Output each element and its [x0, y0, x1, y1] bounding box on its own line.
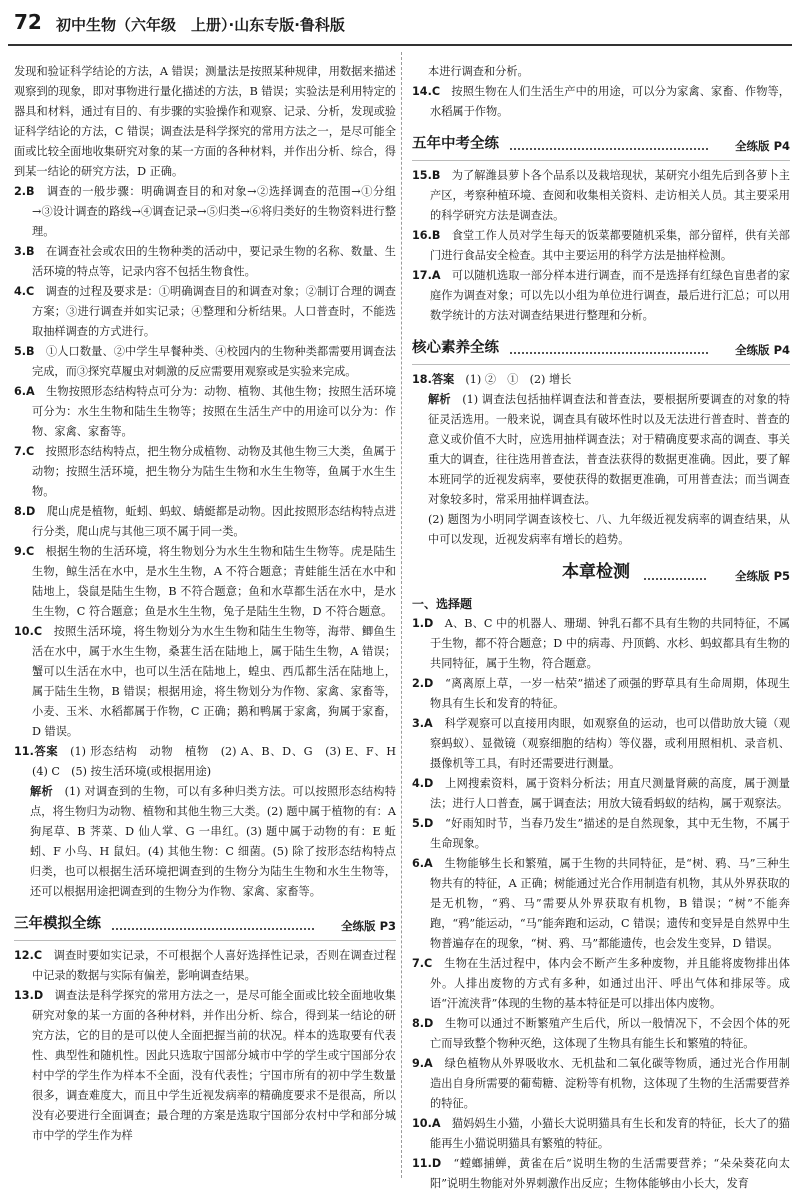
answer-number: 13.D	[14, 989, 44, 1002]
dotted-leader	[510, 148, 708, 150]
answer-text: 爬山虎是植物，蚯蚓、蚂蚁、蜻蜓都是动物。因此按照形态结构特点进行分类，爬山虎与其他三项不属于同一类。	[32, 505, 396, 538]
answer-number: 11.D	[412, 1157, 442, 1170]
answer-17	[412, 266, 790, 326]
answer-number: 18.	[412, 373, 432, 386]
chapter-title: 本章检测	[562, 562, 630, 582]
answer-number: 17.A	[412, 269, 441, 282]
answer-text: 可以随机选取一部分样本进行调查，而不是选择有红绿色盲患者的家庭作为调查对象；可以先以小组为单位进行调查，最后进行汇总；可以用数学统计的方法对调查结果进行整理和分析。	[430, 269, 790, 322]
answer-9	[14, 542, 396, 622]
analysis-label: 解析	[30, 785, 54, 798]
answer-text: 生物按照形态结构特点可分为：动物、植物、其他生物；按照生活环境可分为：水生生物和陆生生物等；按照在生活生产中的用途可以分为：作物、家禽、家畜等。	[32, 385, 396, 438]
answer-3	[14, 242, 396, 282]
answer-text: 按照生活环境，将生物划分为水生生物和陆生生物等，海带、鲫鱼生活在水中，属于水生生物，桑葚生活在陆地上，属于陆生生物，A 错误；蟹可以生活在水中，也可以生活在陆地上，蝗虫、西瓜都生活在陆地上，属于陆生生物，B 错误；根据用途，将生物划分为作物、家禽、家畜等，小麦、玉米、水稻都属于作物，C 正确；鹅和鸭属于家禽，狗属于家畜，D 错误。	[32, 625, 396, 738]
answer-15	[412, 166, 790, 226]
answer-number: 12.C	[14, 949, 43, 962]
test-answer-7	[412, 954, 790, 1014]
answer-text: 调查法是科学探究的常用方法之一，是尽可能全面或比较全面地收集研究对象的某一方面的各种材料，并作出分析、综合，得到某一结论的研究方法，它的目的是可以使人全面把握当前的状况。样本的选取要有代表性、典型性和随机性。因此只选取宁国部分城市中学的学生或宁国部分农村中学的学生作为样本不全面，没有代表性；宁国市所有的初中学生数量很多，调查难度大，而且中学生近视发病率的精确度要求不是很高，所以没有必要进行全面调查；最合理的方案是选取宁国部分农村中学和部分城市中学的学生作为样	[32, 989, 396, 1142]
answer-text: 绿色植物从外界吸收水、无机盐和二氧化碳等物质，通过光合作用制造出自身所需要的葡萄糖、淀粉等有机物，这体现了生物的生活需要营养的特征。	[430, 1057, 790, 1110]
dotted-leader	[510, 352, 708, 354]
answer-text: 生物在生活过程中，体内会不断产生多种废物，并且能将废物排出体外。人排出废物的方式有多种，如通过出汗、呼出气体和排尿等。成语“汗流浃背”体现的生物的基本特征是可以排出体内废物。	[430, 957, 790, 1010]
answer-number: 10.A	[412, 1117, 441, 1130]
answer-text: 按照生物在人们生活生产中的用途，可以分为家禽、家畜、作物等，水稻属于作物。	[430, 85, 790, 118]
answer-text: 科学观察可以直接用肉眼，如观察鱼的运动，也可以借助放大镜（观察蚂蚁）、显微镜（观察细胞的结构）等仪器，或利用照相机、录音机、摄像机等工具，有时还需要进行测量。	[430, 717, 790, 770]
answer-number: 4.C	[14, 285, 35, 298]
analysis-text: (1) 调查法包括抽样调查法和普查法，要根据所要调查的对象的特征灵活选用。一般来说，调查具有破坏性时以及无法进行普查时、普查的意义或价值不大时，应选用抽样调查法；对于精确度要求高的调查、事关重大的调查，往往选用普查法，普查法获得的数据更准确。因此，要了解本班同学的近视发病率，要使获得的数据更准确，可用普查法；而当调查对象较多时，常采用抽样调查法。	[428, 393, 790, 506]
answer-label: 答案	[431, 373, 455, 386]
answer-12	[14, 946, 396, 986]
test-answer-1	[412, 614, 790, 674]
answer-number: 2.D	[412, 677, 434, 690]
answer-text: (1) ② ① (2) 增长	[465, 373, 572, 386]
answer-text: 生物能够生长和繁殖，属于生物的共同特征，是“树、鸦、马”三种生物共有的特征，A 正确；树能通过光合作用制造有机物，其从外界获取的是无机物，“鸦、马”需要从外界获取有机物，B 错误；“树”不能奔跑，“鸦”能运动，“马”能奔跑和运动，C 错误；遗传和变异是自然界中生物普遍存在的现象，“树、鸦、马”都能遗传，也会发生变异，D 错误。	[430, 857, 790, 950]
answer-number: 5.D	[412, 817, 434, 830]
answer-text: “离离原上草，一岁一枯荣”描述了顽强的野草具有生命周期，体现生物具有生长和发育的特征。	[430, 677, 790, 710]
test-answer-6	[412, 854, 790, 954]
chapter-heading	[412, 560, 790, 590]
answer-number: 7.C	[14, 445, 35, 458]
section-source: 全练版 P4	[735, 139, 790, 153]
answer-text: 调查时要如实记录，不可根据个人喜好选择性记录，否则在调查过程中记录的数据与实际有偏差，影响调查结果。	[32, 949, 396, 982]
analysis-text: (1) 对调查到的生物，可以有多种归类方法。可以按照形态结构特点，将生物归为动物、植物和其他生物三大类。(2) 题中属于植物的有：A 狗尾草、B 荠菜、D 仙人掌、G 一串红。(3) 题中属于动物的有：E 蚯蚓、F 小鸟、H 鼠妇。(4) 其他生物：C 细菌。(5) 除了按形态结构特点归类，也可以根据生活环境把调查到的生物分为陆生生物和水生生物等，还可以根据用途把调查到的生物分为作物、家禽、家畜等。	[30, 785, 396, 898]
answer-number: 14.C	[412, 85, 441, 98]
answer-number: 9.C	[14, 545, 35, 558]
answer-text: 在调查社会或农田的生物种类的活动中，要记录生物的名称、数量、生活环境的特点等，记录内容不包括生物食性。	[32, 245, 396, 278]
analysis-11	[14, 782, 396, 902]
answer-number: 8.D	[412, 1017, 434, 1030]
column-divider	[401, 52, 402, 1178]
analysis-18-part2: (2) 题图为小明同学调查该校七、八、九年级近视发病率的调查结果，从中可以发现，近视发病率有增长的趋势。	[428, 513, 790, 546]
analysis-18	[412, 390, 790, 510]
subsection-title: 一、选择题	[412, 597, 473, 611]
answer-13	[14, 986, 396, 1146]
answer-number: 8.D	[14, 505, 36, 518]
answer-continuation: 本进行调查和分析。	[428, 65, 529, 78]
test-answer-3	[412, 714, 790, 774]
answer-7	[14, 442, 396, 502]
answer-text: (1) 形态结构 动物 植物 (2) A、B、D、G (3) E、F、H (4) C (5) 按生活环境(或根据用途)	[32, 745, 408, 778]
answer-18	[412, 370, 790, 390]
answer-number: 11.	[14, 745, 34, 758]
answer-10	[14, 622, 396, 742]
test-answer-9	[412, 1054, 790, 1114]
right-column	[412, 62, 790, 1194]
answer-continuation: 发现和验证科学结论的方法，A 错误；测量法是按照某种规律，用数据来描述观察到的现象，即对事物进行量化描述的方法，B 错误；实验法是利用特定的器具和材料，通过有目的、有步骤的实验操作和观察、记录、分析，发现或验证科学结论的方法，C 错误；调查法是科学探究的常用方法之一，是尽可能全面或比较全面地收集研究对象的某一方面的各种材料，并作出分析、综合，得到某一结论的研究方法，D 正确。	[14, 65, 396, 178]
answer-4	[14, 282, 396, 342]
answer-number: 3.B	[14, 245, 35, 258]
section-heading	[412, 132, 790, 158]
section-heading	[412, 336, 790, 362]
answer-number: 9.A	[412, 1057, 433, 1070]
answer-5	[14, 342, 396, 382]
analysis-label: 解析	[428, 393, 451, 406]
answer-number: 4.D	[412, 777, 434, 790]
test-answer-4	[412, 774, 790, 814]
book-title: 初中生物（六年级 上册）·山东专版·鲁科版	[56, 16, 345, 34]
answer-text: 为了解潍县萝卜各个品系以及栽培现状，某研究小组先后到各萝卜主产区，考察种植环境、查阅和收集相关资料、走访相关人员。其主要采用的科学研究方法是调查法。	[430, 169, 790, 222]
section-rule	[14, 940, 396, 941]
page-header	[8, 6, 792, 44]
answer-text: A、B、C 中的机器人、珊瑚、钟乳石都不具有生物的共同特征，不属于生物，都不符合题意；D 中的病毒、丹顶鹤、水杉、蚂蚁都具有生物的共同特征，属于生物，符合题意。	[430, 617, 790, 670]
answer-16	[412, 226, 790, 266]
answer-text: 生物可以通过不断繁殖产生后代，所以一般情况下，不会因个体的死亡而导致整个物种灭绝，这体现了生物具有能生长和繁殖的特征。	[430, 1017, 790, 1050]
answer-number: 1.D	[412, 617, 434, 630]
answer-text: 根据生物的生活环境，将生物划分为水生生物和陆生生物等。虎是陆生生物，鲸生活在水中，是水生生物，A 不符合题意；青蛙能生活在水中和陆地上，袋鼠是陆生生物，B 不符合题意；鱼和水草都生活在水中，是水生生物，C 符合题意；鱼是水生生物，兔子是陆生生物，D 不符合题意。	[32, 545, 396, 618]
dotted-leader	[644, 578, 706, 580]
header-rule	[8, 44, 792, 46]
answer-number: 2.B	[14, 185, 35, 198]
answer-number: 7.C	[412, 957, 433, 970]
answer-number: 3.A	[412, 717, 433, 730]
page-number: 72	[14, 10, 42, 34]
answer-text: ①人口数量、②中学生早餐种类、④校园内的生物种类都需要用调查法完成，而③探究草履虫对刺激的反应需要用观察或是实验来完成。	[32, 345, 396, 378]
section-title: 三年模拟全练	[14, 916, 101, 932]
section-title: 五年中考全练	[412, 136, 499, 152]
dotted-leader	[112, 928, 314, 930]
answer-6	[14, 382, 396, 442]
chapter-source: 全练版 P5	[735, 569, 790, 583]
section-title: 核心素养全练	[412, 340, 499, 356]
answer-text: 上网搜索资料，属于资料分析法；用直尺测量肾蕨的高度，属于测量法；进行人口普查，属于调查法；用放大镜看蚂蚁的结构，属于观察法。	[430, 777, 790, 810]
answer-text: 猫妈妈生小猫，小猫长大说明猫具有生长和发育的特征，长大了的猫能再生小猫说明猫具有繁殖的特征。	[430, 1117, 790, 1150]
answer-2	[14, 182, 396, 242]
answer-text: “好雨知时节，当春乃发生”描述的是自然现象，其中无生物，不属于生命现象。	[430, 817, 790, 850]
section-heading	[14, 912, 396, 938]
answer-number: 6.A	[14, 385, 35, 398]
test-answer-10	[412, 1114, 790, 1154]
answer-text: 调查的过程及要求是：①明确调查目的和调查对象；②制订合理的调查方案；③进行调查并如实记录；④整理和分析结果。人口普查时，不能选取抽样调查的方式进行。	[32, 285, 396, 338]
section-rule	[412, 160, 790, 161]
answer-text: 食堂工作人员对学生每天的饭菜都要随机采集，部分留样，供有关部门进行食品安全检查。其中主要运用的科学方法是抽样检测。	[430, 229, 790, 262]
answer-number: 5.B	[14, 345, 35, 358]
answer-text: 调查的一般步骤：明确调查目的和对象→②选择调查的范围→①分组→③设计调查的路线→④调查记录→⑤归类→⑥将归类好的生物资料进行整理。	[32, 185, 396, 238]
answer-14	[412, 82, 790, 122]
answer-11	[14, 742, 408, 782]
answer-8	[14, 502, 396, 542]
section-rule	[412, 364, 790, 365]
section-source: 全练版 P3	[341, 919, 396, 933]
test-answer-5	[412, 814, 790, 854]
left-column	[14, 62, 408, 1146]
test-answer-2	[412, 674, 790, 714]
answer-number: 10.C	[14, 625, 43, 638]
test-answer-8	[412, 1014, 790, 1054]
test-answer-11	[412, 1154, 790, 1194]
answer-text: 按照形态结构特点，把生物分成植物、动物及其他生物三大类，鱼属于动物；按照生活环境，把生物分为陆生生物和水生生物等，鱼属于水生生物。	[32, 445, 396, 498]
answer-number: 6.A	[412, 857, 433, 870]
answer-label: 答案	[33, 745, 59, 758]
answer-text: “螳螂捕蝉，黄雀在后”说明生物的生活需要营养；“朵朵葵花向太阳”说明生物能对外界刺激作出反应；生物体能够由小长大，发育	[430, 1157, 790, 1190]
answer-number: 15.B	[412, 169, 441, 182]
section-source: 全练版 P4	[735, 343, 790, 357]
answer-number: 16.B	[412, 229, 441, 242]
